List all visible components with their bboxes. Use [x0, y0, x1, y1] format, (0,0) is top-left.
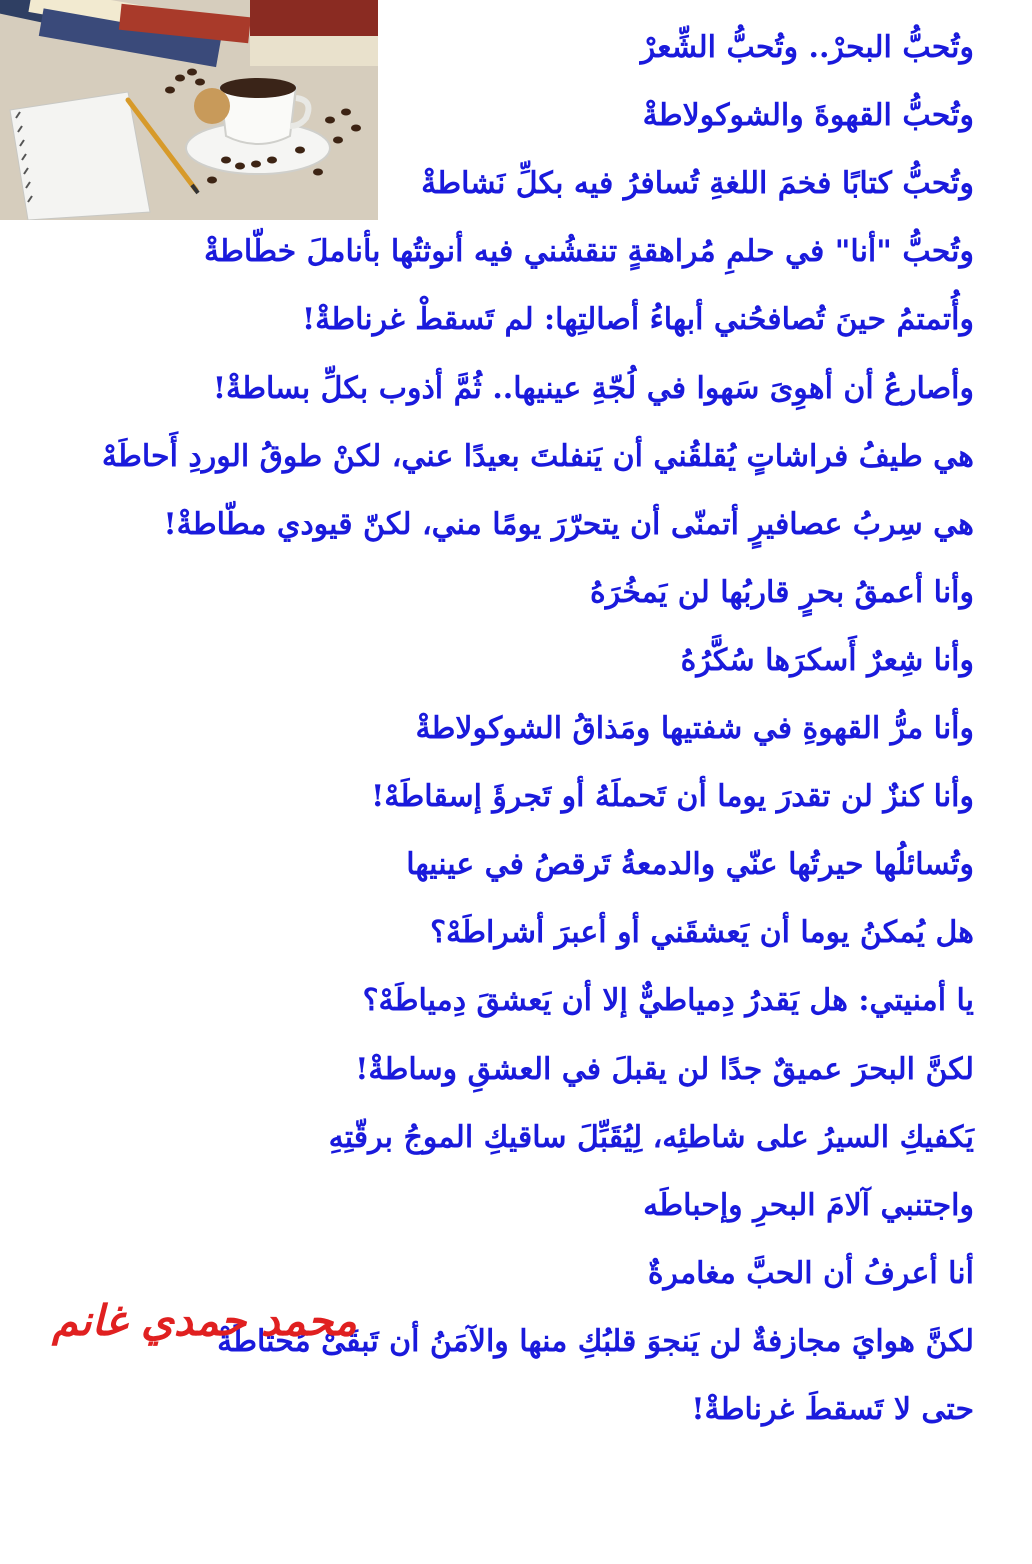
- poem-line: لكنَّ البحرَ عميقٌ جدًا لن يقبلَ في العشقِ وساطةْ!: [355, 1051, 974, 1087]
- poem-line: وتُسائلُها حيرتُها عنّي والدمعةُ تَرقصُ في عينيها: [406, 847, 974, 883]
- poem-line: وتُحبُّ "أنا" في حلمِ مُراهقةٍ تنقشُني فيه أنوثتُها بأناملَ خطّاطةْ: [203, 234, 974, 270]
- poem-line: يَكفيكِ السيرُ على شاطئِه، لِيُقَبِّلَ ساقيكِ الموجُ برقّتِهِ: [328, 1119, 974, 1155]
- poem-line: وأنا كنزٌ لن تقدرَ يوما أن تَحملَهُ أو تَجرؤَ إسقاطَهْ!: [371, 779, 974, 815]
- poem-line: هي سِربُ عصافيرٍ أتمنّى أن يتحرّرَ يومًا مني، لكنّ قيودي مطّاطةْ!: [163, 506, 974, 542]
- poem-line: وتُحبُّ كتابًا فخمَ اللغةِ تُسافرُ فيه بكلِّ نَشاطةْ: [421, 166, 974, 202]
- poem-line: هي طيفُ فراشاتٍ يُقلقُني أن يَنفلتَ بعيدًا عني، لكنْ طوقُ الوردِ أَحاطَهْ: [101, 438, 974, 474]
- poem-line: يا أمنيتي: هل يَقدرُ دِمياطيٌّ إلا أن يَعشقَ دِمياطَهْ؟: [362, 983, 974, 1019]
- poem-line: وأصارعُ أن أهوِىَ سَهوا في لُجّةِ عينيها.. ثُمَّ أذوب بكلِّ بساطةْ!: [212, 370, 974, 406]
- poem-line: وتُحبُّ القهوةَ والشوكولاطةْ: [642, 98, 974, 134]
- poem-line: واجتنبي آلامَ البحرِ وإحباطَه: [643, 1187, 974, 1223]
- author-signature: محمد حمدي غانم: [52, 1296, 357, 1345]
- poem-line: حتى لا تَسقطَ غرناطةْ!: [691, 1392, 974, 1427]
- poem-line: هل يُمكنُ يوما أن يَعشقَني أو أعبرَ أشراطَهْ؟: [430, 915, 974, 951]
- poem-line: وأُتمتمُ حينَ تُصافحُني أبهاءُ أصالتِها: لم تَسقطْ غرناطةْ!: [301, 302, 974, 338]
- poem-line: وأنا مرُّ القهوةِ في شفتيها ومَذاقُ الشوكولاطةْ: [415, 711, 974, 746]
- poem-line: أنا أعرفُ أن الحبَّ مغامرةٌ: [647, 1255, 974, 1291]
- poem-line: وأنا شِعرٌ أَسكرَها سُكَّرُهُ: [680, 642, 974, 678]
- poem-line: وأنا أعمقُ بحرٍ قاربُها لن يَمخُرَهُ: [590, 574, 974, 610]
- poem-line: لكنَّ هوايَ مجازفةٌ لن يَنجوَ قلبُكِ منها والآمَنُ أن تَبقَىْ مُحتاطَةْ: [217, 1323, 974, 1359]
- poem-line: وتُحبُّ البحرْ.. وتُحبُّ الشِّعرْ: [640, 30, 974, 65]
